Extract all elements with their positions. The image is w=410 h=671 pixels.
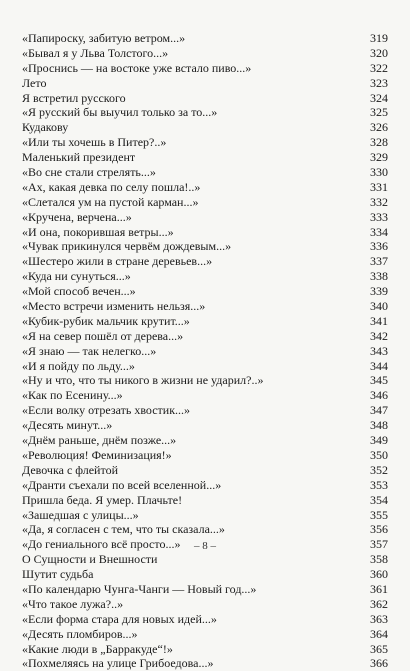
toc-entry-title: «Я на север пошёл от дерева...» xyxy=(22,328,184,343)
toc-entry-title: «Что такое лужа?..» xyxy=(22,596,124,611)
toc-entry xyxy=(22,239,388,254)
toc-entry xyxy=(22,433,388,448)
toc-entry-page: 328 xyxy=(370,135,388,150)
toc-entry-title: «Какие люди в „Барракуде“!» xyxy=(22,641,173,656)
toc-entry-title: Я встретил русского xyxy=(22,90,126,105)
toc-entry xyxy=(22,597,388,612)
toc-entry-page: 342 xyxy=(370,328,388,343)
toc-entry xyxy=(22,269,388,284)
toc-entry-page: 332 xyxy=(370,194,388,209)
toc-entry xyxy=(22,642,388,657)
toc-entry-page: 362 xyxy=(370,596,388,611)
toc-entry xyxy=(22,165,388,180)
toc-entry-title: «Мой способ вечен...» xyxy=(22,284,136,299)
toc-entry-title: «Да, я согласен с тем, что ты сказала...» xyxy=(22,522,225,537)
toc-entry-page: 346 xyxy=(370,388,388,403)
toc-entry-title: «Проснись — на востоке уже встало пиво...» xyxy=(22,60,252,75)
toc-entry xyxy=(22,493,388,508)
toc-entry-page: 319 xyxy=(370,31,388,45)
toc-entry-title: О Сущности и Внешности xyxy=(22,552,158,567)
toc-entry-title: «Десять минут...» xyxy=(22,418,113,433)
toc-entry-title: Лето xyxy=(22,75,47,90)
toc-entry-page: 361 xyxy=(370,581,388,596)
toc-entry-title: «Если форма стара для новых идей...» xyxy=(22,611,217,626)
toc-entry-page: 356 xyxy=(370,522,388,537)
toc-entry xyxy=(22,418,388,433)
toc-entry-page: 326 xyxy=(370,120,388,135)
toc-entry-title: «Зашедшая с улицы...» xyxy=(22,507,139,522)
toc-entry xyxy=(22,46,388,61)
toc-entry-title: «До гениального всё просто...» xyxy=(22,537,181,552)
toc-entry-title: «Похмеляясь на улице Грибоедова...» xyxy=(22,656,214,671)
toc-entry-title: «Ну и что, что ты никого в жизни не ударил?..» xyxy=(22,373,264,388)
toc-entry-title: «И она, покорившая ветры...» xyxy=(22,224,174,239)
toc-entry xyxy=(22,329,388,344)
toc-entry-title: «Кубик-рубик мальчик крутит...» xyxy=(22,313,190,328)
toc-entry xyxy=(22,627,388,642)
toc-entry-title: «Куда ни сунуться...» xyxy=(22,269,131,284)
toc-entry xyxy=(22,120,388,135)
toc-entry-title: «Я знаю — так нелегко...» xyxy=(22,343,157,358)
toc-entry-title: Кудакову xyxy=(22,120,69,135)
toc-entry xyxy=(22,91,388,106)
toc-entry xyxy=(22,344,388,359)
toc-entry xyxy=(22,180,388,195)
toc-entry-page: 325 xyxy=(370,105,388,120)
toc-entry-title: «Дранти съехали по всей вселенной...» xyxy=(22,477,222,492)
toc-entry xyxy=(22,31,388,46)
toc-entry xyxy=(22,61,388,76)
toc-entry xyxy=(22,210,388,225)
toc-entry-title: «Как по Есенину...» xyxy=(22,388,123,403)
toc-entry-page: 340 xyxy=(370,299,388,314)
toc-entry-title: «Революция! Феминизация!» xyxy=(22,447,172,462)
toc-entry-title: «По календарю Чунга-Чанги — Новый год...» xyxy=(22,581,257,596)
toc-entry xyxy=(22,195,388,210)
toc-entry xyxy=(22,403,388,418)
toc-entry-title: «Кручена, верчена...» xyxy=(22,209,132,224)
toc-entry-page: 322 xyxy=(370,60,388,75)
toc-entry-page: 320 xyxy=(370,45,388,60)
toc-entry-page: 343 xyxy=(370,343,388,358)
toc-entry xyxy=(22,359,388,374)
toc-entry-page: 339 xyxy=(370,284,388,299)
toc-entry xyxy=(22,522,388,537)
table-of-contents xyxy=(22,31,388,671)
toc-entry-page: 364 xyxy=(370,626,388,641)
toc-entry xyxy=(22,150,388,165)
toc-entry-page: 360 xyxy=(370,567,388,582)
toc-entry-page: 353 xyxy=(370,477,388,492)
toc-entry-title: Шутит судьба xyxy=(22,567,94,582)
toc-entry-title: «Или ты хочешь в Питер?..» xyxy=(22,135,167,150)
page-number: – 8 – xyxy=(194,540,216,552)
toc-entry-title: «Ах, какая девка по селу пошла!..» xyxy=(22,179,201,194)
toc-entry-title: Пришла беда. Я умер. Плачьте! xyxy=(22,492,183,507)
toc-entry-title: «Бывал я у Льва Толстого...» xyxy=(22,45,169,60)
toc-entry xyxy=(22,284,388,299)
toc-entry xyxy=(22,135,388,150)
toc-entry-title: «Десять пломбиров...» xyxy=(22,626,138,641)
toc-entry-page: 347 xyxy=(370,403,388,418)
toc-entry-title: «Шестеро жили в стране деревьев...» xyxy=(22,254,213,269)
toc-entry-page: 348 xyxy=(370,418,388,433)
toc-entry-page: 329 xyxy=(370,150,388,165)
toc-entry xyxy=(22,656,388,671)
toc-entry-title: «Слетался ум на пустой карман...» xyxy=(22,194,199,209)
toc-entry-page: 365 xyxy=(370,641,388,656)
toc-entry-title: «Место встречи изменить нельзя...» xyxy=(22,299,206,314)
toc-entry xyxy=(22,478,388,493)
toc-entry-title: «Папироску, забитую ветром...» xyxy=(22,31,186,45)
toc-entry-title: «И я пойду по льду...» xyxy=(22,358,135,373)
toc-entry xyxy=(22,567,388,582)
toc-entry-title: «Во сне стали стрелять...» xyxy=(22,165,156,180)
toc-entry xyxy=(22,582,388,597)
toc-entry xyxy=(22,448,388,463)
toc-entry-page: 363 xyxy=(370,611,388,626)
toc-entry xyxy=(22,463,388,478)
toc-entry-page: 352 xyxy=(370,462,388,477)
toc-entry xyxy=(22,225,388,240)
toc-entry-page: 354 xyxy=(370,492,388,507)
toc-entry-title: Маленький президент xyxy=(22,150,136,165)
toc-entry-title: «Чувак прикинулся червём дождевым...» xyxy=(22,239,232,254)
toc-entry-page: 345 xyxy=(370,373,388,388)
toc-entry xyxy=(22,612,388,627)
toc-entry-page: 350 xyxy=(370,447,388,462)
toc-entry-page: 324 xyxy=(370,90,388,105)
toc-entry xyxy=(22,105,388,120)
toc-entry-page: 349 xyxy=(370,433,388,448)
toc-entry-page: 323 xyxy=(370,75,388,90)
toc-entry xyxy=(22,314,388,329)
toc-entry-page: 331 xyxy=(370,179,388,194)
toc-entry-page: 355 xyxy=(370,507,388,522)
toc-entry-page: 337 xyxy=(370,254,388,269)
toc-entry-page: 341 xyxy=(370,313,388,328)
toc-entry-page: 366 xyxy=(370,656,388,671)
toc-entry-page: 344 xyxy=(370,358,388,373)
toc-entry-page: 333 xyxy=(370,209,388,224)
toc-entry-page: 330 xyxy=(370,165,388,180)
toc-entry xyxy=(22,254,388,269)
toc-entry-title: «Если волку отрезать хвостик...» xyxy=(22,403,191,418)
toc-entry-page: 336 xyxy=(370,239,388,254)
toc-entry-page: 358 xyxy=(370,552,388,567)
toc-entry xyxy=(22,373,388,388)
toc-entry-title: «Днём раньше, днём позже...» xyxy=(22,433,177,448)
toc-entry-page: 334 xyxy=(370,224,388,239)
toc-entry xyxy=(22,552,388,567)
toc-entry xyxy=(22,76,388,91)
toc-entry-page: 338 xyxy=(370,269,388,284)
toc-entry xyxy=(22,299,388,314)
toc-entry-page: 357 xyxy=(370,537,388,552)
toc-entry xyxy=(22,388,388,403)
toc-entry-title: «Я русский бы выучил только за то...» xyxy=(22,105,218,120)
toc-entry-title: Девочка с флейтой xyxy=(22,462,118,477)
toc-entry xyxy=(22,508,388,523)
